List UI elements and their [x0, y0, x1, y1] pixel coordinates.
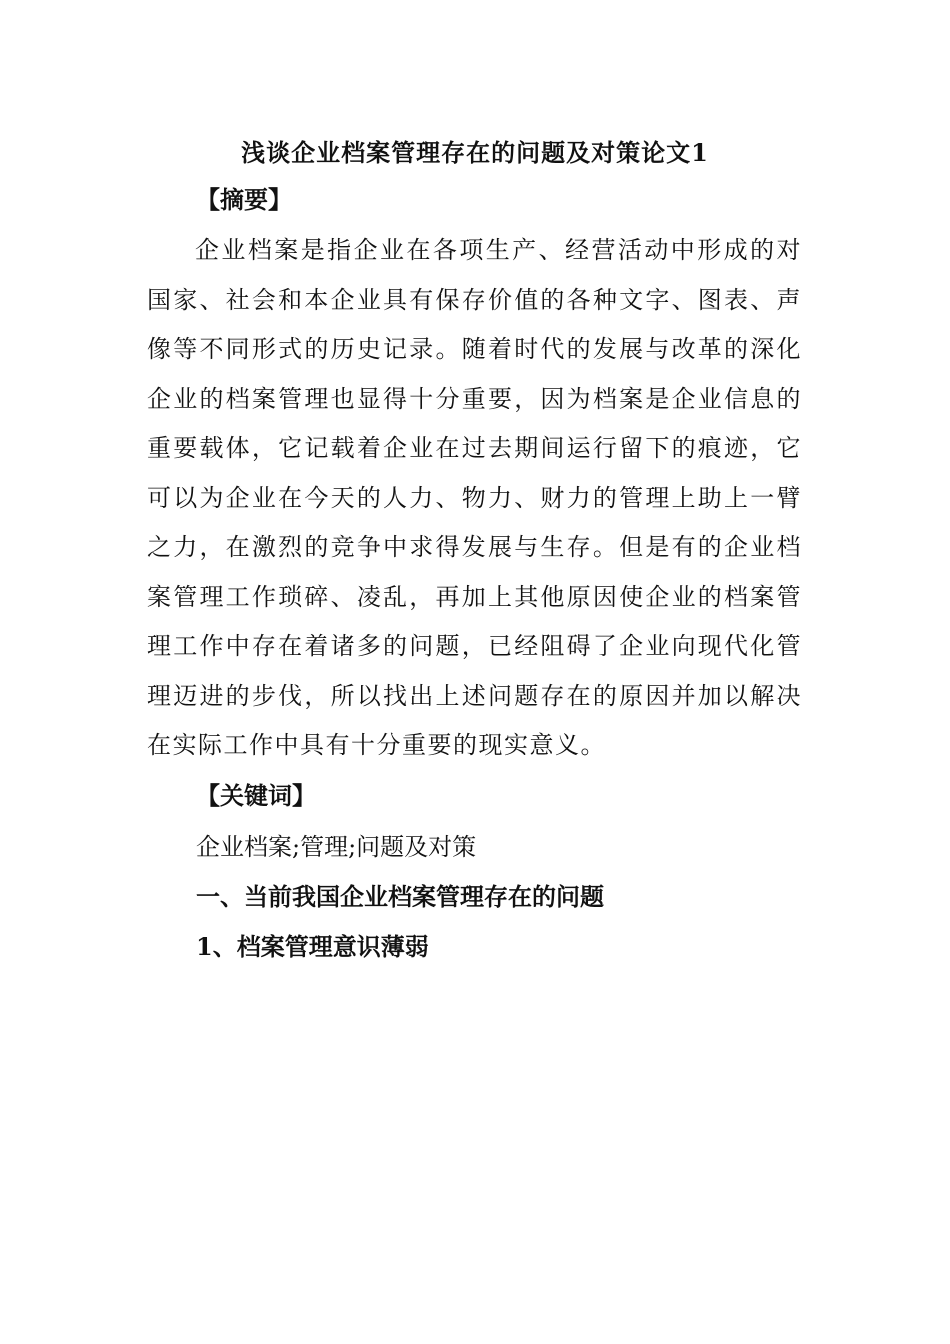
section-heading: 一、当前我国企业档案管理存在的问题: [196, 882, 604, 911]
keywords-text: 企业档案;管理;问题及对策: [196, 833, 477, 861]
subsection-heading: 1、档案管理意识薄弱: [196, 932, 429, 961]
abstract-heading: 【摘要】: [196, 185, 292, 214]
abstract-paragraph: 企业档案是指企业在各项生产、经营活动中形成的对国家、社会和本企业具有保存价值的各种文字、图表、声像等不同形式的历史记录。随着时代的发展与改革的深化企业的档案管理也显得十分重要，因为档案是企业信息的重要载体，它记载着企业在过去期间运行留下的痕迹，它可以为企业在今天的人力、物力、财力的管理上助上一臂之力，在激烈的竞争中求得发展与生存。但是有的企业档案管理工作琐碎、凌乱，再加上其他原因使企业的档案管理工作中存在着诸多的问题，已经阻碍了企业向现代化管理迈进的步伐，所以找出上述问题存在的原因并加以解决在实际工作中具有十分重要的现实意义。: [147, 236, 802, 759]
document-title: 浅谈企业档案管理存在的问题及对策论文1: [241, 138, 709, 167]
keywords-heading: 【关键词】: [196, 781, 316, 810]
